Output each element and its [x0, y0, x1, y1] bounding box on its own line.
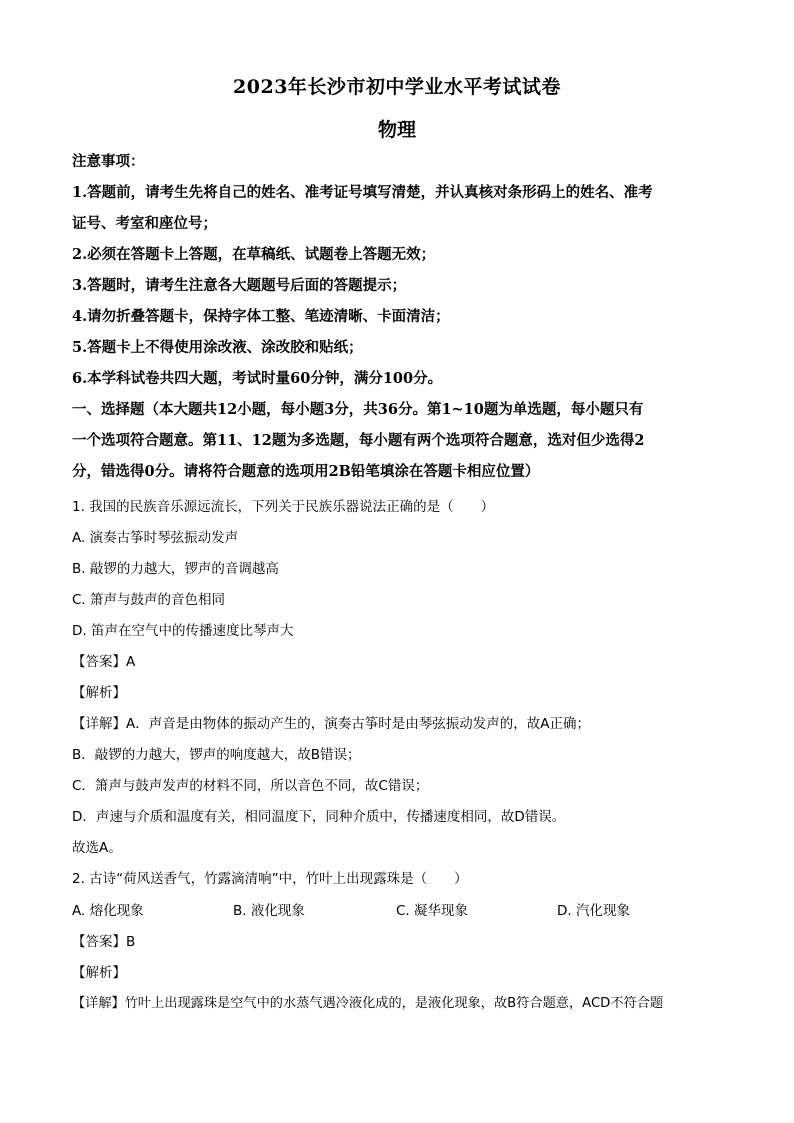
question-option: A. 演奏古筝时琴弦振动发声	[72, 530, 239, 546]
notice-heading: 注意事项：	[72, 153, 145, 170]
question-option: C. 箫声与鼓声的音色相同	[72, 592, 226, 608]
subject-title: 物理	[377, 119, 416, 141]
notice-item: 3.答题时，请考生注意各大题题号后面的答题提示；	[72, 277, 407, 294]
notice-item: 1.答题前，请考生先将自己的姓名、准考证号填写清楚，并认真核对条形码上的姓名、准考	[72, 184, 653, 201]
notice-item: 2.必须在答题卡上答题，在草稿纸、试题卷上答题无效；	[72, 246, 436, 263]
detail-line: C．箫声与鼓声发声的材料不同，所以音色不同，故C错误；	[72, 778, 429, 794]
detail-line: 【详解】竹叶上出现露珠是空气中的水蒸气遇冷液化成的，是液化现象，故B符合题意，ACD不符合题	[72, 996, 664, 1011]
detail-line: D．声速与介质和温度有关，相同温度下，同种介质中，传播速度相同，故D错误。	[72, 809, 566, 825]
detail-line: 故选A。	[72, 840, 122, 856]
question-option: B. 液化现象	[233, 903, 305, 919]
notice-item: 证号、考室和座位号；	[72, 215, 217, 232]
answer-label: 【答案】B	[72, 934, 136, 950]
question-option: C. 凝华现象	[396, 903, 469, 919]
detail-line: 【详解】A．声音是由物体的振动产生的，演奏古筝时是由琴弦振动发声的，故A正确；	[72, 716, 590, 732]
notice-item: 4.请勿折叠答题卡，保持字体工整、笔迹清晰、卡面清洁；	[72, 308, 450, 325]
question-option: D. 笛声在空气中的传播速度比琴声大	[72, 623, 294, 639]
detail-line: B．敲锣的力越大，锣声的响度越大，故B错误；	[72, 747, 361, 763]
question-stem: 1. 我国的民族音乐源远流长，下列关于民族乐器说法正确的是（ ）	[72, 499, 495, 515]
page-title: 2023年长沙市初中学业水平考试试卷	[233, 76, 561, 98]
section-heading: 一、选择题（本大题共12小题，每小题3分，共36分。第1~10题为单选题，每小题只有	[72, 401, 644, 418]
question-option: D. 汽化现象	[557, 903, 630, 919]
notice-item: 6.本学科试卷共四大题，考试时量60分钟，满分100分。	[72, 370, 443, 387]
analysis-label: 【解析】	[72, 965, 126, 981]
notice-item: 5.答题卡上不得使用涂改液、涂改胶和贴纸；	[72, 339, 363, 356]
section-heading: 一个选项符合题意。第11、12题为多选题，每小题有两个选项符合题意，选对但少选得2	[72, 432, 645, 449]
question-stem: 2. 古诗“荷风送香气，竹露滴清响”中，竹叶上出现露珠是（ ）	[72, 871, 468, 887]
answer-label: 【答案】A	[72, 654, 136, 670]
question-option: B. 敲锣的力越大，锣声的音调越高	[72, 561, 279, 577]
section-heading: 分，错选得0分。请将符合题意的选项用2B铅笔填涂在答题卡相应位置）	[72, 463, 540, 480]
analysis-label: 【解析】	[72, 685, 126, 701]
question-option: A. 熔化现象	[72, 903, 144, 919]
